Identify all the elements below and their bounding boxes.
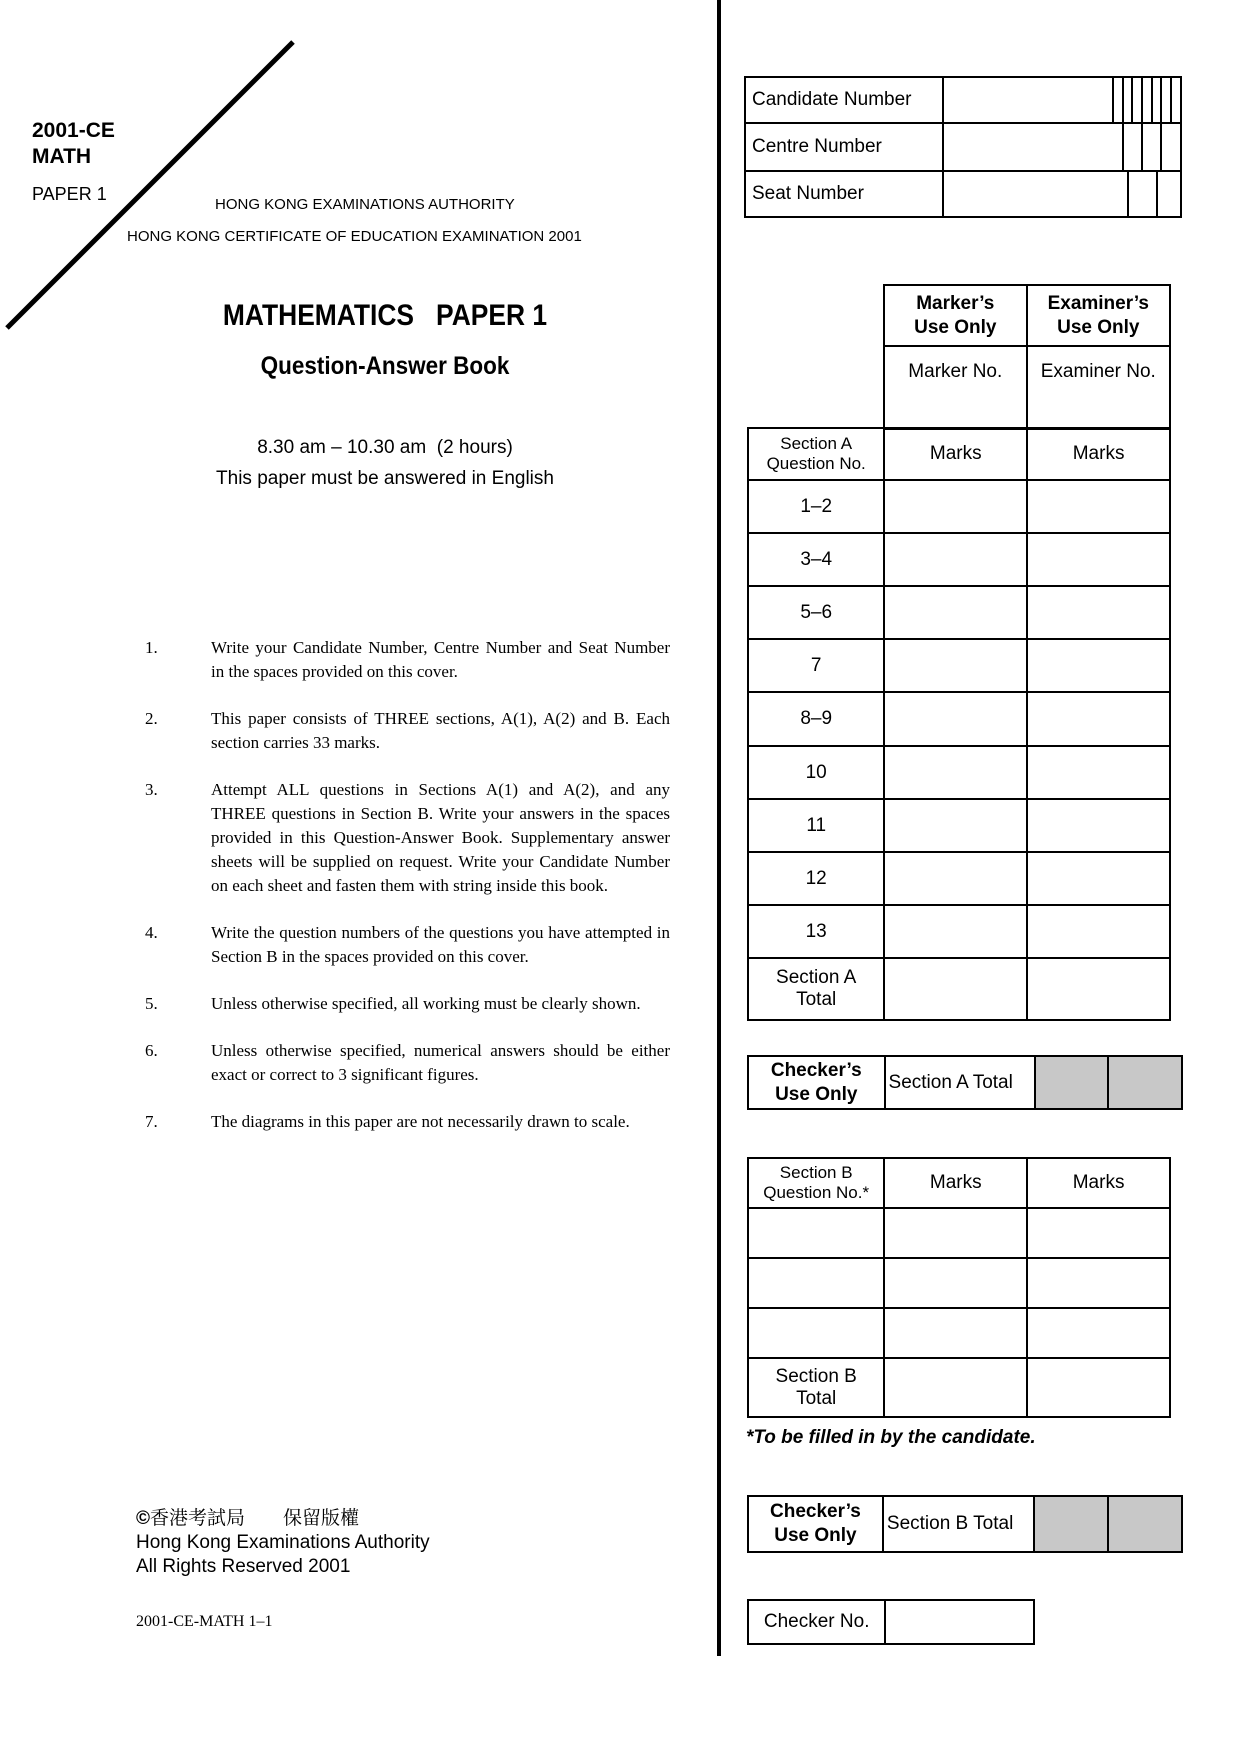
paper-language: This paper must be answered in English	[216, 468, 554, 489]
section-a-question-header: Section A Question No.	[748, 428, 884, 480]
examiner-no-cell[interactable]: Examiner No.	[1027, 346, 1170, 429]
candidate-number-label: Candidate Number	[745, 77, 943, 123]
question-no-cell: 3–4	[748, 533, 884, 586]
question-no-cell: 8–9	[748, 692, 884, 746]
marker-mark-cell[interactable]	[884, 533, 1027, 586]
question-no-cell: 13	[748, 905, 884, 958]
candidate-digit-box[interactable]	[943, 77, 1113, 123]
centre-digit-box[interactable]	[1123, 123, 1142, 171]
seat-digit-box[interactable]	[943, 171, 1128, 217]
seat-digit-box[interactable]	[1128, 171, 1157, 217]
marker-mark-cell[interactable]	[884, 480, 1027, 533]
question-no-input[interactable]	[748, 1308, 884, 1358]
instruction-item: 1. Write your Candidate Number, Centre Number and Seat Number in the spaces provided on this cover.	[145, 638, 670, 681]
examiner-marks-header: Marks	[1027, 428, 1170, 480]
candidate-digit-box[interactable]	[1161, 77, 1171, 123]
question-no-cell: 12	[748, 852, 884, 905]
paper-code-footer: 2001-CE-MATH 1–1	[136, 1613, 273, 1630]
exam-name: HONG KONG CERTIFICATE OF EDUCATION EXAMINATION 2001	[127, 228, 582, 245]
question-no-cell: 1–2	[748, 480, 884, 533]
checker-no-input[interactable]	[885, 1600, 1034, 1644]
examiner-mark-cell[interactable]	[1027, 799, 1170, 852]
question-no-input[interactable]	[748, 1208, 884, 1258]
examiner-mark-cell[interactable]	[1027, 852, 1170, 905]
paper-code-year: 2001-CE	[32, 119, 115, 142]
paper-time: 8.30 am – 10.30 am (2 hours)	[257, 437, 513, 458]
examiner-total-cell[interactable]	[1027, 958, 1170, 1020]
marker-mark-cell[interactable]	[884, 639, 1027, 692]
marker-mark-cell[interactable]	[884, 799, 1027, 852]
examiner-mark-cell[interactable]	[1027, 586, 1170, 639]
copyright-chinese: 香港考試局 保留版權	[150, 1508, 360, 1529]
instruction-item: 5. Unless otherwise specified, all working must be clearly shown.	[145, 994, 641, 1013]
examiner-total-cell[interactable]	[1027, 1358, 1170, 1417]
question-no-cell: 5–6	[748, 586, 884, 639]
checker-use-only-label: Checker’s Use Only	[748, 1496, 883, 1552]
examiner-mark-cell[interactable]	[1027, 692, 1170, 746]
marker-examiner-table	[883, 284, 1171, 430]
centre-number-label: Centre Number	[745, 123, 943, 171]
checker-no-table	[747, 1599, 1035, 1645]
examiner-mark-cell[interactable]	[1027, 1208, 1170, 1258]
section-b-question-header: Section B Question No.*	[748, 1158, 884, 1208]
candidate-digit-box[interactable]	[1113, 77, 1123, 123]
checker-shaded-cell	[1108, 1496, 1182, 1552]
candidate-digit-box[interactable]	[1171, 77, 1181, 123]
marker-mark-cell[interactable]	[884, 1258, 1027, 1308]
checker-section-a-total-label: Section A Total	[885, 1056, 1035, 1109]
candidate-footnote: *To be filled in by the candidate.	[746, 1427, 1036, 1448]
centre-digit-box[interactable]	[943, 123, 1123, 171]
instruction-item: 2. This paper consists of THREE sections, A(1), A(2) and B. Each section carries 33 marks.	[145, 709, 670, 752]
diagonal-corner-line	[0, 0, 320, 340]
seat-number-label: Seat Number	[745, 171, 943, 217]
marker-no-cell[interactable]: Marker No.	[884, 346, 1027, 429]
checker-section-b-table	[747, 1495, 1183, 1553]
section-b-marks-table	[747, 1157, 1171, 1418]
candidate-info-table	[744, 76, 1182, 218]
instruction-item: 4. Write the question numbers of the questions you have attempted in Section B in the spaces provided on this cover.	[145, 923, 670, 966]
marker-marks-header: Marks	[884, 428, 1027, 480]
examiner-mark-cell[interactable]	[1027, 1258, 1170, 1308]
question-no-input[interactable]	[748, 1258, 884, 1308]
marker-mark-cell[interactable]	[884, 1208, 1027, 1258]
candidate-digit-box[interactable]	[1123, 77, 1133, 123]
copyright-rights: All Rights Reserved 2001	[136, 1556, 351, 1577]
examiner-mark-cell[interactable]	[1027, 1308, 1170, 1358]
examiner-mark-cell[interactable]	[1027, 746, 1170, 799]
examiner-mark-cell[interactable]	[1027, 639, 1170, 692]
paper-code-paper: PAPER 1	[32, 184, 107, 204]
examiner-mark-cell[interactable]	[1027, 533, 1170, 586]
marker-mark-cell[interactable]	[884, 905, 1027, 958]
question-no-cell: 11	[748, 799, 884, 852]
question-no-cell: 10	[748, 746, 884, 799]
marker-mark-cell[interactable]	[884, 1308, 1027, 1358]
checker-section-b-total-label: Section B Total	[883, 1496, 1034, 1552]
copyright-notice	[136, 1507, 430, 1579]
marker-total-cell[interactable]	[884, 958, 1027, 1020]
marker-mark-cell[interactable]	[884, 746, 1027, 799]
candidate-digit-box[interactable]	[1152, 77, 1162, 123]
copyright-holder: Hong Kong Examinations Authority	[136, 1532, 430, 1553]
instruction-item: 3. Attempt ALL questions in Sections A(1) and A(2), and any THREE questions in Section B. Write your answers in the spaces provided in this Question-Answer Book. Supplementary answer sheets will be supplied on request. Write your Candidate Number on each sheet and fasten them with string inside this book.	[145, 780, 670, 895]
section-a-total-label: Section A Total	[748, 958, 884, 1020]
marker-total-cell[interactable]	[884, 1358, 1027, 1417]
authority-name: HONG KONG EXAMINATIONS AUTHORITY	[215, 196, 515, 213]
checker-section-a-table	[747, 1055, 1183, 1110]
examiner-mark-cell[interactable]	[1027, 480, 1170, 533]
examiner-use-only-header: Examiner’s Use Only	[1027, 285, 1170, 346]
checker-use-only-label: Checker’s Use Only	[748, 1056, 885, 1109]
instruction-item: 6. Unless otherwise specified, numerical answers should be either exact or correct to 3 significant figures.	[145, 1041, 670, 1084]
examiner-mark-cell[interactable]	[1027, 905, 1170, 958]
paper-subtitle: Question-Answer Book	[260, 352, 510, 380]
section-a-marks-table	[747, 427, 1171, 1021]
seat-digit-box[interactable]	[1157, 171, 1181, 217]
marker-mark-cell[interactable]	[884, 586, 1027, 639]
paper-code-subject: MATH	[32, 145, 92, 168]
checker-shaded-cell	[1108, 1056, 1182, 1109]
copyright-symbol: ©	[136, 1508, 150, 1529]
centre-digit-box[interactable]	[1142, 123, 1161, 171]
candidate-digit-box[interactable]	[1132, 77, 1142, 123]
marker-mark-cell[interactable]	[884, 692, 1027, 746]
instruction-item: 7. The diagrams in this paper are not necessarily drawn to scale.	[145, 1112, 630, 1131]
checker-shaded-cell	[1035, 1056, 1109, 1109]
marker-mark-cell[interactable]	[884, 852, 1027, 905]
question-no-cell: 7	[748, 639, 884, 692]
page-divider	[717, 0, 721, 1656]
paper-title: MATHEMATICS PAPER 1	[222, 299, 548, 332]
centre-digit-box[interactable]	[1161, 123, 1181, 171]
examiner-marks-header: Marks	[1027, 1158, 1170, 1208]
section-b-total-label: Section B Total	[748, 1358, 884, 1417]
marker-marks-header: Marks	[884, 1158, 1027, 1208]
instructions-list	[145, 636, 670, 1157]
candidate-digit-box[interactable]	[1142, 77, 1152, 123]
checker-shaded-cell	[1034, 1496, 1108, 1552]
marker-use-only-header: Marker’s Use Only	[884, 285, 1027, 346]
checker-no-label: Checker No.	[748, 1600, 885, 1644]
